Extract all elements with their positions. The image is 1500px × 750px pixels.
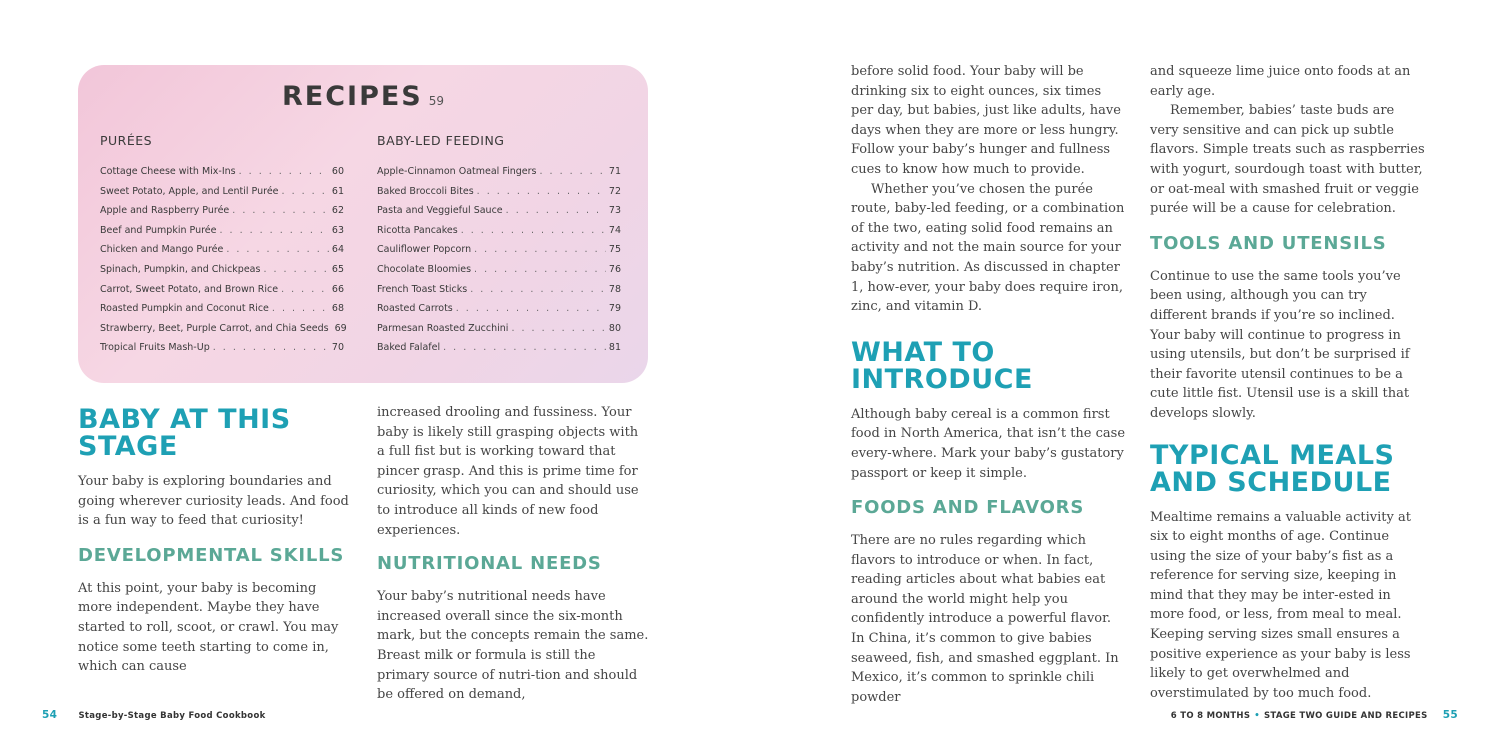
toc-page: 79 bbox=[608, 303, 621, 315]
heading-what-to-introduce bbox=[851, 336, 1126, 395]
recipes-title bbox=[78, 81, 648, 112]
toc-leader bbox=[226, 240, 329, 260]
section-title: STAGE TWO GUIDE AND RECIPES bbox=[1263, 711, 1428, 721]
toc-item bbox=[377, 162, 621, 182]
toc-page: 60 bbox=[331, 166, 344, 177]
toc-item bbox=[100, 319, 347, 339]
toc-page: 71 bbox=[608, 166, 621, 177]
heading-line: BABY AT THIS bbox=[78, 404, 291, 435]
heading-baby-at-this-stage bbox=[78, 406, 350, 460]
paragraph: and squeeze lime juice onto foods at an early age. bbox=[1150, 64, 1411, 99]
footer-separator: • bbox=[1254, 711, 1260, 721]
heading-typical-meals bbox=[1150, 439, 1425, 498]
toc-page: 64 bbox=[331, 244, 344, 256]
left-column-1 bbox=[78, 406, 350, 677]
toc-label: Cottage Cheese with Mix-Ins bbox=[100, 166, 236, 177]
paragraph-continued bbox=[377, 403, 649, 540]
toc-item bbox=[100, 338, 344, 358]
toc-leader bbox=[461, 221, 606, 241]
toc-page: 62 bbox=[331, 205, 344, 217]
toc-label: Roasted Pumpkin and Coconut Rice bbox=[100, 303, 269, 315]
toc-leader bbox=[470, 280, 606, 300]
recipes-box bbox=[78, 65, 648, 383]
heading-tools-and-utensils: TOOLS AND UTENSILS bbox=[1150, 232, 1387, 254]
toc-label: Baked Broccoli Bites bbox=[377, 185, 474, 197]
toc-page: 63 bbox=[331, 224, 344, 236]
toc-page: 69 bbox=[334, 322, 347, 334]
toc-page: 78 bbox=[608, 283, 621, 295]
paragraph: Your baby’s nutritional needs have increased overall since the six-month mark, but the concepts remain the same. Breast milk or formula is still the primary source of nutri-tion and should be offered on demand, bbox=[377, 589, 649, 703]
toc-label: Spinach, Pumpkin, and Chickpeas bbox=[100, 263, 261, 275]
paragraph: increased drooling and fussiness. Your baby is likely still grasping objects with a full fist but is working toward that pincer grasp. And this is prime time for curiosity, which you can and should use to introduce all kinds of new food experiences. bbox=[377, 405, 639, 538]
toc-item bbox=[377, 201, 621, 221]
paragraph: before solid food. Your baby will be drinking six to eight ounces, six times per day, but babies, just like adults, have days when they are more or less hungry. Follow your baby’s hunger and fullness cues to know how much to provide. bbox=[851, 64, 1121, 177]
toc-item bbox=[377, 221, 621, 241]
toc-item bbox=[100, 162, 344, 182]
toc-item bbox=[100, 299, 344, 319]
toc-label: Sweet Potato, Apple, and Lentil Purée bbox=[100, 185, 279, 197]
baby-led-heading: BABY-LED FEEDING bbox=[377, 133, 505, 148]
toc-leader bbox=[477, 182, 606, 202]
toc-label: Carrot, Sweet Potato, and Brown Rice bbox=[100, 283, 279, 295]
heading-line: STAGE bbox=[78, 431, 178, 462]
footer-right bbox=[1171, 709, 1458, 721]
toc-leader bbox=[474, 240, 606, 260]
paragraph: Mealtime remains a valuable activity at six to eight months of age. Continue using the size of your baby’s fist as a reference for serving size, keeping in mind that they may be inter-ested in more food, or less, from meal to meal. Keeping serving sizes small ensures a positive experience as your baby is less likely to get overwhelmed and overstimulated by too much food. bbox=[1150, 509, 1411, 701]
toc-page: 75 bbox=[608, 244, 621, 256]
toc-item bbox=[100, 201, 344, 221]
toc-leader bbox=[282, 182, 329, 202]
toc-item bbox=[100, 221, 344, 241]
toc-page: 72 bbox=[608, 185, 621, 197]
paragraph: Your baby is exploring boundaries and going wherever curiosity leads. And food is a fun way to feed that curiosity! bbox=[78, 474, 349, 529]
toc-label: Chocolate Bloomies bbox=[377, 263, 472, 275]
toc-leader bbox=[272, 299, 329, 319]
toc-label: Parmesan Roasted Zucchini bbox=[377, 322, 509, 334]
toc-item bbox=[100, 182, 344, 202]
toc-item bbox=[377, 280, 621, 300]
heading-developmental-skills: DEVELOPMENTAL SKILLS bbox=[78, 544, 345, 566]
toc-leader bbox=[219, 221, 328, 241]
toc-label: Strawberry, Beet, Purple Carrot, and Chia Seeds bbox=[100, 322, 329, 334]
toc-page: 73 bbox=[608, 205, 621, 217]
toc-page: 76 bbox=[608, 263, 621, 275]
purees-heading: PURÉES bbox=[100, 133, 153, 148]
toc-page: 70 bbox=[331, 342, 344, 354]
toc-page: 81 bbox=[608, 342, 621, 354]
toc-item bbox=[377, 260, 621, 280]
book-title: Stage-by-Stage Baby Food Cookbook bbox=[78, 711, 266, 721]
toc-leader bbox=[443, 338, 606, 358]
toc-label: Pasta and Veggieful Sauce bbox=[377, 205, 503, 217]
heading-line: INTRODUCE bbox=[851, 363, 1033, 395]
paragraph-baby bbox=[78, 472, 350, 531]
section-label: 6 TO 8 MONTHS bbox=[1170, 711, 1251, 721]
toc-leader bbox=[239, 162, 329, 182]
toc-item bbox=[377, 182, 621, 202]
toc-label: French Toast Sticks bbox=[377, 283, 468, 295]
footer-left bbox=[42, 709, 266, 721]
toc-page: 74 bbox=[608, 224, 621, 236]
paragraph-nutritional bbox=[377, 587, 649, 705]
right-column-2 bbox=[1150, 62, 1425, 703]
recipes-heading: RECIPES bbox=[281, 81, 423, 112]
heading-line: AND SCHEDULE bbox=[1150, 466, 1392, 498]
toc-leader bbox=[213, 338, 329, 358]
paragraph-meals bbox=[1150, 508, 1425, 704]
toc-item bbox=[377, 338, 621, 358]
paragraph-foods bbox=[851, 531, 1126, 707]
purees-list bbox=[100, 133, 347, 358]
paragraph-what-to-introduce bbox=[851, 405, 1126, 483]
toc-page: 65 bbox=[331, 263, 344, 275]
toc-item bbox=[377, 299, 621, 319]
toc-label: Baked Falafel bbox=[377, 342, 441, 354]
right-column-1 bbox=[851, 62, 1126, 707]
toc-label: Chicken and Mango Purée bbox=[100, 244, 224, 256]
toc-leader bbox=[506, 201, 606, 221]
toc-item bbox=[377, 319, 621, 339]
paragraph: There are no rules regarding which flavors to introduce or when. In fact, reading articles about what babies eat around the world might help you confidently introduce a powerful flavor. In China, it’s common to give babies seaweed, fish, and smashed eggplant. In Mexico, it’s common to sprinkle chili powder bbox=[851, 533, 1119, 705]
toc-leader bbox=[232, 201, 329, 221]
toc-page: 66 bbox=[331, 283, 344, 295]
toc-label: Apple-Cinnamon Oatmeal Fingers bbox=[377, 166, 537, 177]
toc-item bbox=[377, 240, 621, 260]
toc-item bbox=[100, 260, 344, 280]
recipes-page: 59 bbox=[428, 94, 445, 108]
toc-item bbox=[100, 280, 344, 300]
paragraph-tools bbox=[1150, 267, 1425, 424]
toc-label: Tropical Fruits Mash-Up bbox=[100, 342, 210, 354]
toc-leader bbox=[456, 299, 606, 319]
toc-label: Cauliflower Popcorn bbox=[377, 244, 472, 256]
baby-led-list bbox=[377, 133, 621, 358]
heading-nutritional-needs: NUTRITIONAL NEEDS bbox=[377, 553, 602, 575]
heading-line: TYPICAL MEALS bbox=[1150, 439, 1395, 471]
heading-line: WHAT TO bbox=[851, 336, 995, 368]
toc-item bbox=[100, 240, 344, 260]
toc-label: Apple and Raspberry Purée bbox=[100, 205, 230, 217]
heading-foods-and-flavors: FOODS AND FLAVORS bbox=[851, 497, 1085, 519]
toc-leader bbox=[474, 260, 606, 280]
page-number-right: 55 bbox=[1442, 709, 1458, 721]
toc-label: Roasted Carrots bbox=[377, 303, 453, 315]
paragraph: Whether you’ve chosen the purée route, baby-led feeding, or a combination of the two, eating solid food remains an activity and not the main source for your baby’s nutrition. As discussed in chapter 1, how-ever, your baby does require iron, zinc, and vitamin D. bbox=[851, 181, 1125, 315]
toc-label: Ricotta Pancakes bbox=[377, 224, 458, 236]
toc-leader bbox=[511, 319, 605, 339]
paragraph: At this point, your baby is becoming more independent. Maybe they have started to roll, scoot, or crawl. You may notice some teeth starting to come in, which can cause bbox=[78, 580, 339, 675]
toc-page: 80 bbox=[608, 322, 621, 334]
toc-leader bbox=[263, 260, 328, 280]
paragraph: Remember, babies’ taste buds are very sensitive and can pick up subtle flavors. Simple treats such as raspberries with yogurt, sourdough toast with butter, or oat-meal with smashed fruit or veggie purée will be a cause for celebration. bbox=[1150, 103, 1425, 217]
paragraph: Continue to use the same tools you’ve been using, although you can try different brands if you’re so inclined. Your baby will continue to progress in using utensils, but don’t be surprised if their favorite utensil continues to be a cute little fist. Utensil use is a skill that develops slowly. bbox=[1150, 268, 1410, 421]
left-column-2 bbox=[377, 403, 649, 705]
toc-label: Beef and Pumpkin Purée bbox=[100, 224, 217, 236]
toc-page: 61 bbox=[331, 185, 344, 197]
paragraph: Although baby cereal is a common first food in North America, that isn’t the case every-where. Mark your baby’s gustatory passport or keep it simple. bbox=[851, 406, 1126, 481]
paragraph-before-solid bbox=[851, 62, 1126, 317]
paragraph-lime bbox=[1150, 62, 1425, 219]
page-number-left: 54 bbox=[42, 709, 58, 721]
paragraph-developmental bbox=[78, 579, 350, 677]
toc-page: 68 bbox=[331, 303, 344, 315]
toc-leader bbox=[281, 280, 329, 300]
toc-leader bbox=[539, 162, 605, 182]
